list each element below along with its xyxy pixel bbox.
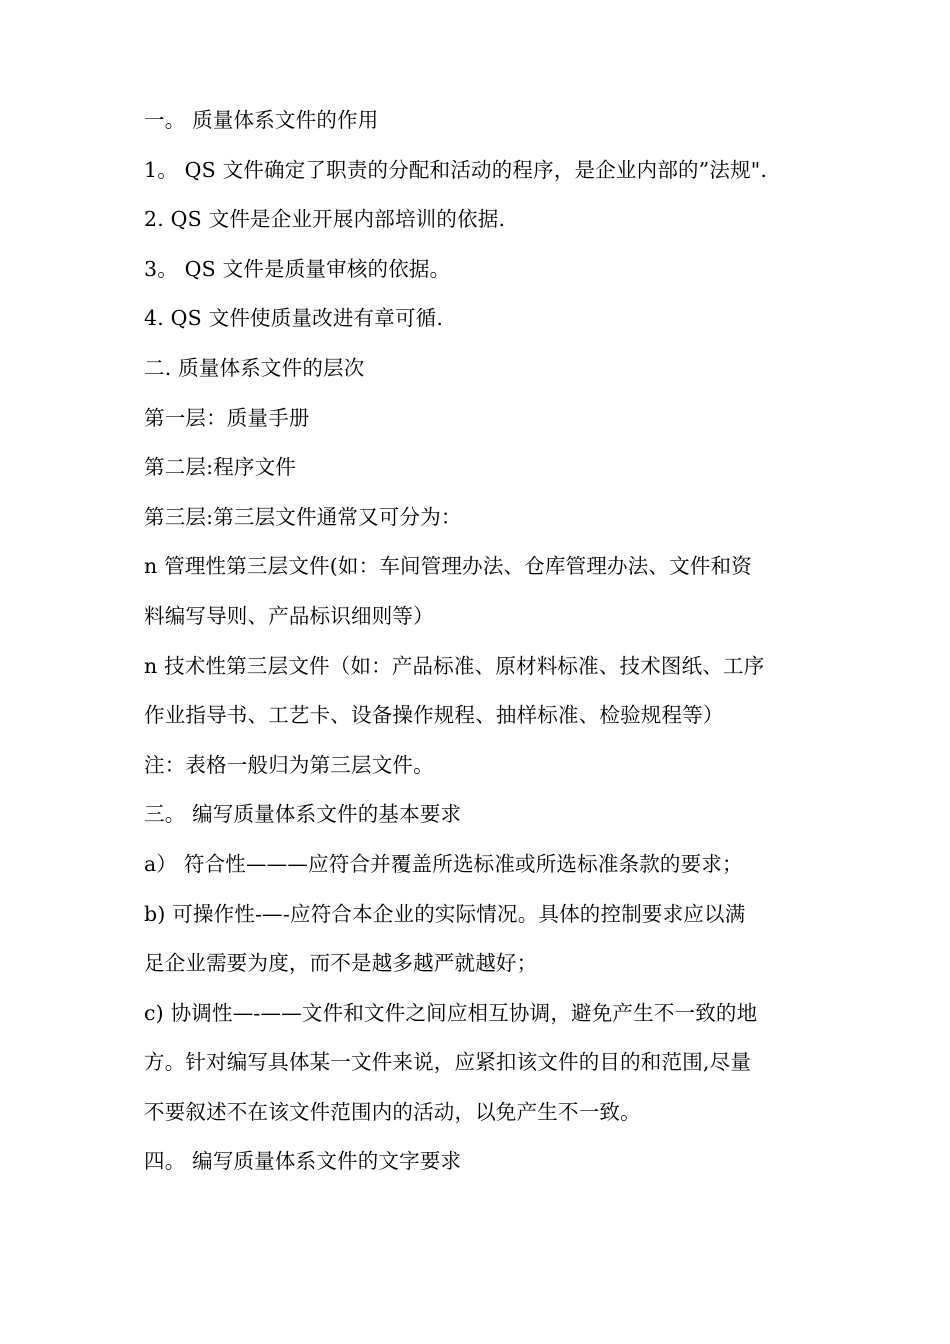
section-heading-3: 三。 编写质量体系文件的基本要求 bbox=[144, 802, 462, 827]
list-item-2: 2. QS 文件是企业开展内部培训的依据. bbox=[144, 207, 506, 232]
requirement-b-line-1: b) 可操作性-—-应符合本企业的实际情况。具体的控制要求应以满 bbox=[144, 901, 746, 926]
section-heading-4: 四。 编写质量体系文件的文字要求 bbox=[144, 1149, 462, 1174]
bullet-management-line-2: 料编写导则、产品标识细则等） bbox=[144, 603, 434, 628]
requirement-a: a） 符合性———应符合并覆盖所选标准或所选标准条款的要求； bbox=[144, 851, 743, 876]
requirement-c-line-1: c) 协调性—-——文件和文件之间应相互协调，避免产生不一致的地 bbox=[144, 1000, 758, 1025]
list-item-4: 4. QS 文件使质量改进有章可循. bbox=[144, 306, 444, 331]
requirement-c-line-2: 方。针对编写具体某一文件来说，应紧扣该文件的目的和范围,尽量 bbox=[144, 1050, 752, 1075]
level-3-line: 第三层:第三层文件通常又可分为： bbox=[144, 504, 462, 529]
list-item-3: 3。 QS 文件是质量审核的依据。 bbox=[144, 256, 451, 281]
requirement-c-line-3: 不要叙述不在该文件范围内的活动，以免产生不一致。 bbox=[144, 1099, 641, 1124]
section-heading-1: 一。 质量体系文件的作用 bbox=[144, 108, 379, 132]
level-1-line: 第一层：质量手册 bbox=[144, 405, 310, 430]
bullet-technical-line-2: 作业指导书、工艺卡、设备操作规程、抽样标准、检验规程等） bbox=[144, 703, 724, 728]
section-heading-2: 二. 质量体系文件的层次 bbox=[144, 355, 365, 380]
document-body bbox=[144, 96, 824, 1187]
bullet-technical-line-1: n 技术性第三层文件（如：产品标准、原材料标准、技术图纸、工序 bbox=[144, 653, 765, 678]
requirement-b-line-2: 足企业需要为度，而不是越多越严就越好； bbox=[144, 951, 538, 976]
bullet-management-line-1: n 管理性第三层文件(如：车间管理办法、仓库管理办法、文件和资 bbox=[144, 554, 752, 579]
level-2-line: 第二层:程序文件 bbox=[144, 455, 297, 480]
note-line: 注：表格一般归为第三层文件。 bbox=[144, 752, 434, 777]
list-item-1: 1。 QS 文件确定了职责的分配和活动的程序，是企业内部的”法规". bbox=[144, 157, 768, 182]
